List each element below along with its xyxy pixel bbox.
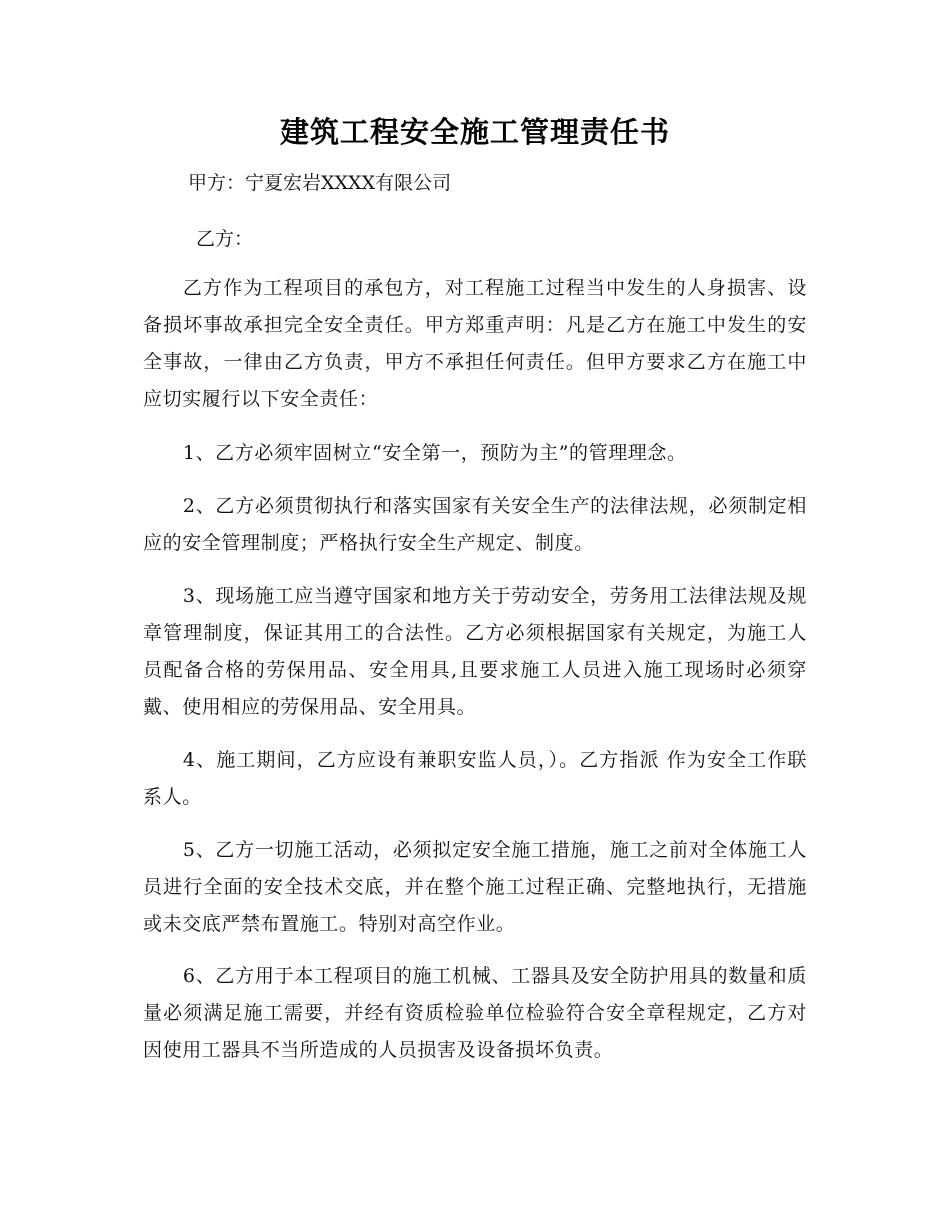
clause-2: 2、乙方必须贯彻执行和落实国家有关安全生产的法律法规，必须制定相应的安全管理制度；严格执行安全生产规定、制度。 [143, 495, 807, 554]
clause-6: 6、乙方用于本工程项目的施工机械、工器具及安全防护用具的数量和质量必须满足施工需要，并经有资质检验单位检验符合安全章程规定，乙方对因使用工器具不当所造成的人员损害及设备损坏负责。 [143, 965, 807, 1061]
clause-5: 5、乙方一切施工活动，必须拟定安全施工措施，施工之前对全体施工人员进行全面的安全技术交底，并在整个施工过程正确、完整地执行，无措施或未交底严禁布置施工。特别对高空作业。 [143, 839, 807, 935]
party-a-line: 甲方：宁夏宏岩XXXX有限公司 [188, 172, 452, 194]
party-b-line: 乙方： [196, 228, 254, 250]
document-title: 建筑工程安全施工管理责任书 [279, 115, 670, 149]
clause-4: 4、施工期间，乙方应设有兼职安监人员，）。乙方指派 作为安全工作联系人。 [143, 749, 807, 808]
intro-paragraph: 乙方作为工程项目的承包方，对工程施工过程当中发生的人身损害、设备损坏事故承担完全安全责任。甲方郑重声明：凡是乙方在施工中发生的安全事故，一律由乙方负责，甲方不承担任何责任。但甲方要求乙方在施工中应切实履行以下安全责任： [143, 277, 807, 410]
clause-3: 3、现场施工应当遵守国家和地方关于劳动安全，劳务用工法律法规及规章管理制度，保证其用工的合法性。乙方必须根据国家有关规定，为施工人员配备合格的劳保用品、安全用具,且要求施工人员进入施工现场时必须穿戴、使用相应的劳保用品、安全用具。 [143, 585, 807, 718]
clause-1: 1、乙方必须牢固树立“安全第一，预防为主”的管理理念。 [182, 442, 687, 464]
